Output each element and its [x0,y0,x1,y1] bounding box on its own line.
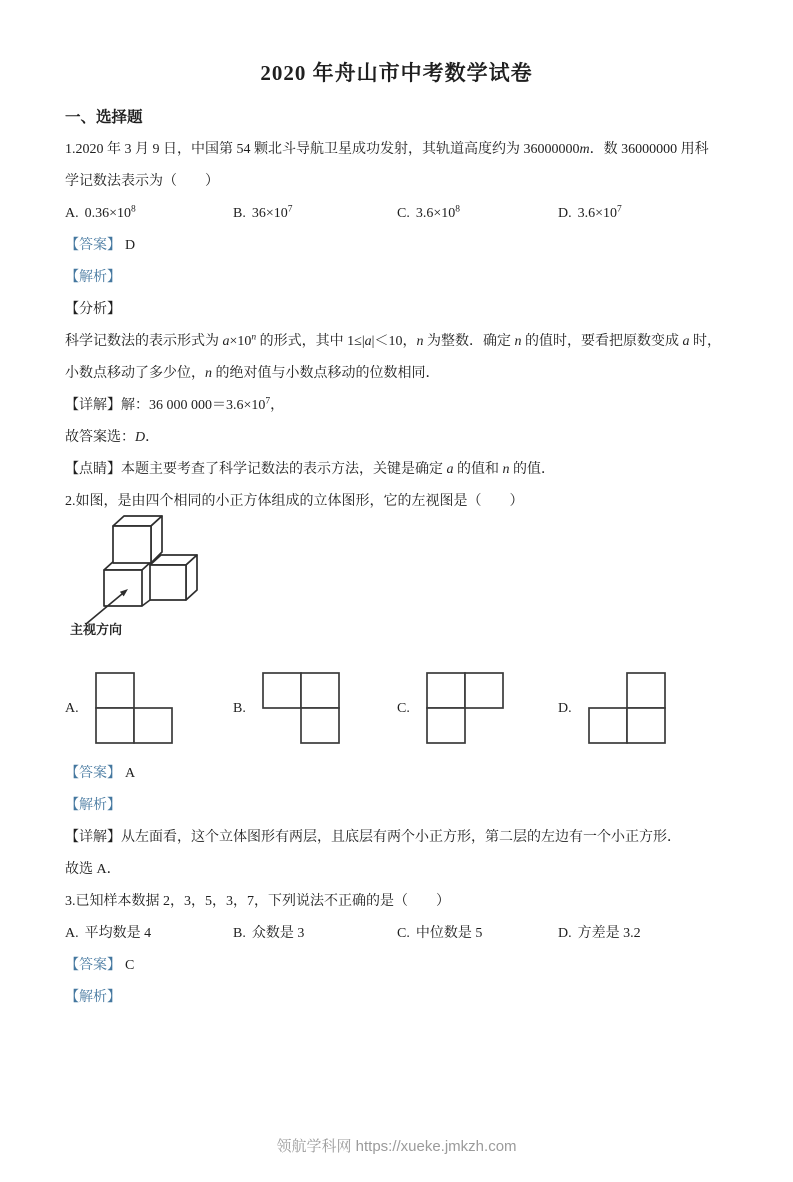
q2-options-row [65,660,738,758]
exam-body [0,102,793,1014]
q2-shape-d [587,671,667,747]
cube-top [113,516,162,563]
q2-answer-line [65,758,738,790]
answer-value: D [125,238,136,253]
q3-options-row [65,918,738,950]
q2-stem: 2.如图，是由四个相同的小正方体组成的立体图形，它的左视图是（ ） [65,494,524,509]
q2-option-a: A. [65,660,233,758]
section-heading: 一、选择题 [65,109,143,126]
q1-option-c: C. $3.6\times 10^8$ [397,204,460,221]
q1-conclusion-line: 故答案选：D． [65,430,160,445]
answer-tag: 【答案】 [65,238,121,253]
q1-option-b: B. $36\times 10^7$ [233,204,293,221]
q1-note-line: 【点睛】本题主要考查了科学记数法的表示方法，关键是确定 a 的值和 n 的值． [65,462,555,477]
q1-analysis-line-1: 科学记数法的表示形式为 $a\times 10^n$ 的形式，其中 1≤|a|＜10，n 为整数．确定 n 的值时，要看把原数变成 a 时， [65,332,721,349]
q1-options-row [65,198,738,230]
q1-option-d: D. $3.6\times 10^7$ [558,204,622,221]
answer-value: C [125,958,135,973]
q2-conclusion-line: 故选 A． [65,862,121,877]
q1-analysis-line-2: 小数点移动了多少位，n 的绝对值与小数点移动的位数相同． [65,366,440,381]
page-title: 2020 年舟山市中考数学试卷 [260,61,533,85]
depth-edge [142,600,150,606]
q2-analysis-tag: 【解析】 [65,798,121,813]
q2-shape-c [425,671,505,747]
answer-tag: 【答案】 [65,766,121,781]
q1-analysis-tag: 【解析】 [65,270,121,285]
q3-stem: 3.已知样本数据 2，3，5，3，7，下列说法不正确的是（ ） [65,894,450,909]
q2-shape-a [94,671,174,747]
answer-value: A [125,766,136,781]
view-direction-label: 主视方向 [70,622,123,637]
q1-detail-line: 【详解】解：36 000 $000=3.6\times 10^7$， [65,396,285,413]
cube-right [150,555,197,600]
q3-option-b: B. 众数是 3 [233,926,305,941]
footer-watermark: 领航学科网 https://xueke.jmkzh.com [276,1138,517,1155]
q2-option-d: D. [558,660,738,758]
q3-option-c: C. 中位数是 5 [397,926,483,941]
q2-shape-b [261,671,341,747]
q2-figure [65,518,738,660]
q1-analysis-header: 【分析】 [65,302,121,317]
q2-option-b: B. [233,660,397,758]
q1-answer-line [65,230,738,262]
cube-bottom-left [104,560,153,606]
q1-stem-line-2: 学记数法表示为（ ） [65,174,219,189]
q2-option-c: C. [397,660,558,758]
q3-analysis-tag: 【解析】 [65,990,121,1005]
q3-option-a: A. 平均数是 4 [65,926,152,941]
q1-stem-line-1: 1.2020 年 3 月 9 日，中国第 54 颗北斗导航卫星成功发射，其轨道高度约为 36000000m．数 36000000 用科 [65,142,709,157]
q1-option-a: A. $0.36\times 10^8$ [65,204,136,221]
isometric-cubes-figure [67,512,207,642]
q3-option-d: D. 方差是 3.2 [558,926,641,941]
answer-tag: 【答案】 [65,958,121,973]
q2-detail-line: 【详解】从左面看，这个立体图形有两层，且底层有两个小正方形，第二层的左边有一个小正方形． [65,830,681,845]
q3-answer-line [65,950,738,982]
